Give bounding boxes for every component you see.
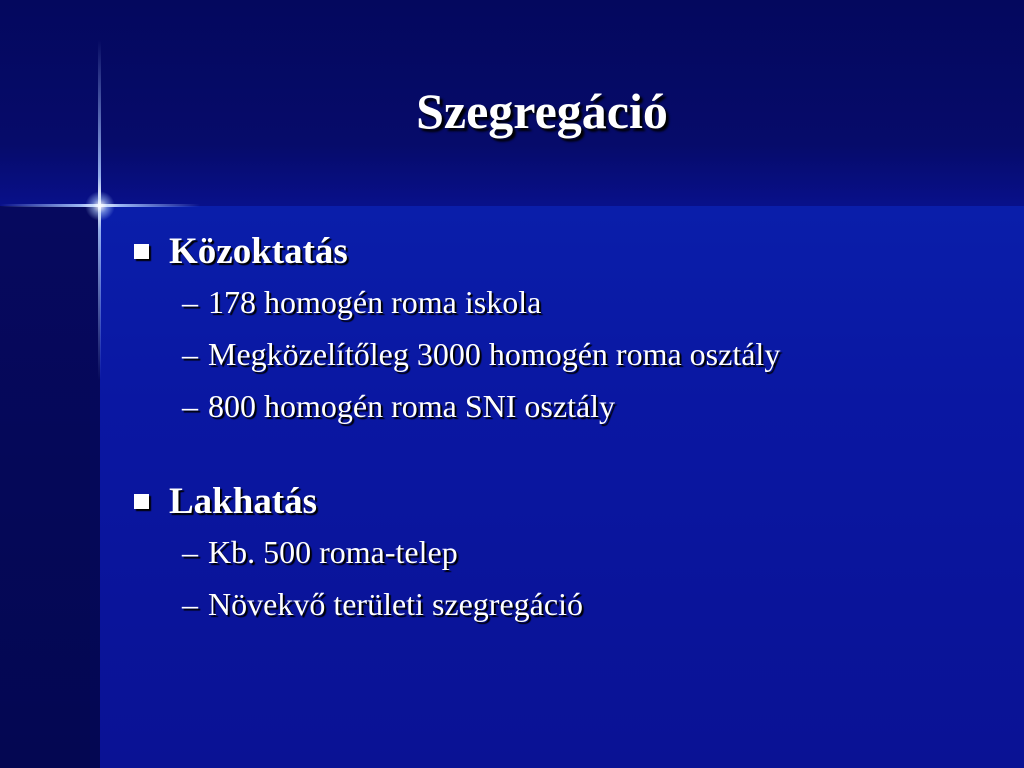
dash-icon: – xyxy=(182,533,198,570)
sub-bullet-text: Növekvő területi szegregáció xyxy=(208,585,583,622)
dash-icon: – xyxy=(182,335,198,372)
sub-bullet xyxy=(182,328,1010,380)
sub-bullet-text: Megközelítőleg 3000 homogén roma osztály xyxy=(208,335,781,372)
bullet xyxy=(130,226,1010,276)
section-heading: Közoktatás xyxy=(169,230,348,272)
sub-bullet-text: 178 homogén roma iskola xyxy=(208,283,542,320)
square-bullet-icon xyxy=(134,494,149,509)
sub-bullet xyxy=(182,276,1010,328)
dash-icon: – xyxy=(182,387,198,424)
square-bullet-icon xyxy=(134,244,149,259)
bullet xyxy=(130,476,1010,526)
sub-bullet-text: 800 homogén roma SNI osztály xyxy=(208,387,616,424)
section-heading: Lakhatás xyxy=(169,480,318,522)
star-flare-icon xyxy=(85,191,115,221)
sub-bullet xyxy=(182,578,1010,630)
left-margin-band xyxy=(0,206,100,768)
slide-body xyxy=(130,226,1010,630)
sub-bullet xyxy=(182,526,1010,578)
dash-icon: – xyxy=(182,283,198,320)
slide-title: Szegregáció xyxy=(416,83,668,139)
sub-bullet xyxy=(182,380,1010,432)
dash-icon: – xyxy=(182,585,198,622)
section-kozoktatas xyxy=(130,226,1010,432)
sub-bullet-text: Kb. 500 roma-telep xyxy=(208,533,458,570)
section-lakhatas xyxy=(130,476,1010,630)
